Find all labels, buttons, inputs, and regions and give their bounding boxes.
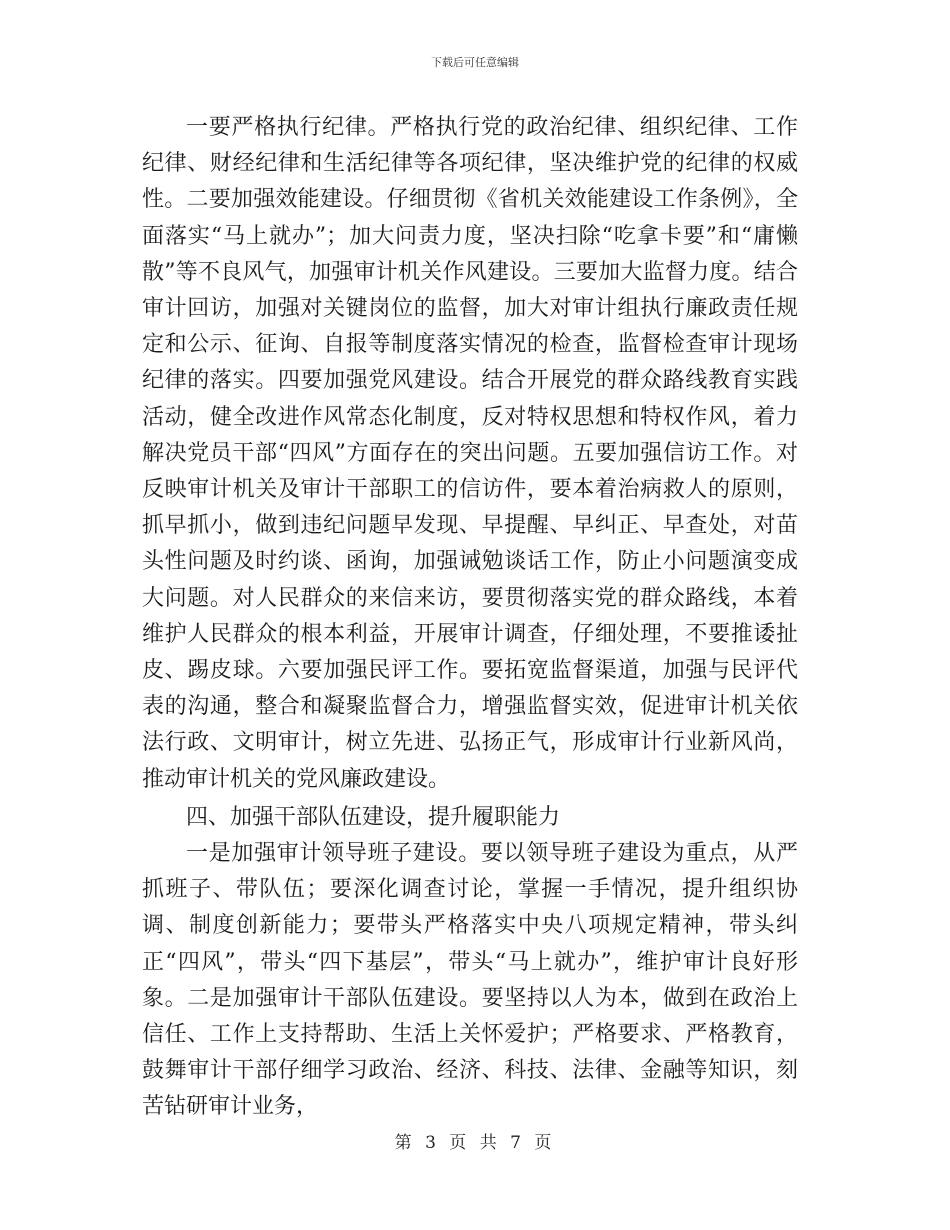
document-body: [142, 110, 798, 1126]
section-heading-four: 四、加强干部队伍建设，提升履职能力: [186, 804, 561, 830]
paragraph-discipline: 一要严格执行纪律。严格执行党的政治纪律、组织纪律、工作纪律、财经纪律和生活纪律等各项纪律，坚决维护党的纪律的权威性。二要加强效能建设。仔细贯彻《省机关效能建设工作条例》，全面落实“马上就办”；加大问责力度，坚决扫除“吃拿卡要”和“庸懒散”等不良风气，加强审计机关作风建设。三要加大监督力度。结合审计回访，加强对关键岗位的监督，加大对审计组执行廉政责任规定和公示、征询、自报等制度落实情况的检查，监督检查审计现场纪律的落实。四要加强党风建设。结合开展党的群众路线教育实践活动，健全改进作风常态化制度，反对特权思想和特权作风，着力解决党员干部“四风”方面存在的突出问题。五要加强信访工作。对反映审计机关及审计干部职工的信访件，要本着治病救人的原则，抓早抓小，做到违纪问题早发现、早提醒、早纠正、早查处，对苗头性问题及时约谈、函询，加强诫勉谈话工作，防止小问题演变成大问题。对人民群众的来信来访，要贯彻落实党的群众路线，本着维护人民群众的根本利益，开展审计调查，仔细处理，不要推诿扯皮、踢皮球。六要加强民评工作。要拓宽监督渠道，加强与民评代表的沟通，整合和凝聚监督合力，增强监督实效，促进审计机关依法行政、文明审计，树立先进、弘扬正气，形成审计行业新风尚，推动审计机关的党风廉政建设。: [142, 115, 798, 792]
page-number: 第 3 页 共 7 页: [394, 1133, 556, 1153]
page-header-note: 下载后可任意编辑: [431, 56, 519, 69]
paragraph-team-building: 一是加强审计领导班子建设。要以领导班子建设为重点，从严抓班子、带队伍；要深化调查讨论，掌握一手情况，提升组织协调、制度创新能力；要带头严格落实中央八项规定精神，带头纠正“四风”，带头“四下基层”，带头“马上就办”，维护审计良好形象。二是加强审计干部队伍建设。要坚持以人为本，做到在政治上信任、工作上支持帮助、生活上关怀爱护；严格要求、严格教育，鼓舞审计干部仔细学习政治、经济、科技、法律、金融等知识，刻苦钻研审计业务，: [142, 841, 798, 1120]
